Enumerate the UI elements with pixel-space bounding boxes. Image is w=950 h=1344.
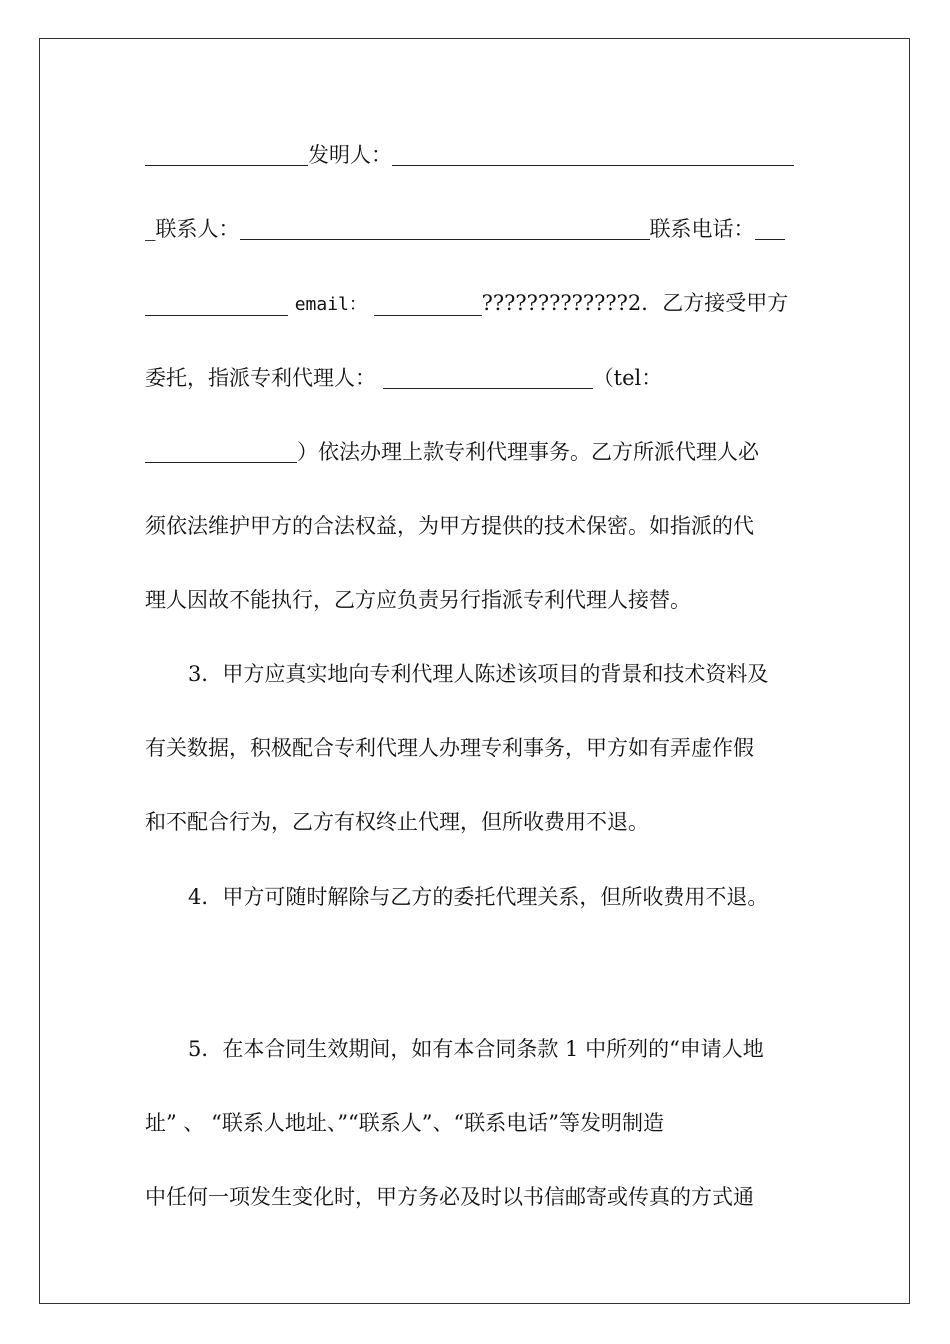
email-blank [374, 295, 482, 316]
paragraph-line: 须依法维护甲方的合法权益，为甲方提供的技术保密。如指派的代 [145, 514, 754, 538]
paragraph-line: 中任何一项发生变化时，甲方务必及时以书信邮寄或传真的方式通 [145, 1185, 754, 1209]
blank-field [145, 295, 288, 316]
clause-2-start: ?????????????2．乙方接受甲方 [481, 291, 789, 315]
agent-blank [383, 368, 593, 389]
contact-line [145, 214, 805, 244]
email-line [145, 288, 805, 318]
inventor-label: 发明人： [308, 143, 392, 167]
contact-label: _联系人： [145, 217, 240, 241]
clause-4-line: 4．甲方可随时解除与乙方的委托代理关系，但所收费用不退。 [188, 885, 769, 909]
tel-blank [145, 442, 297, 463]
email-label: email： [294, 294, 367, 315]
paragraph-line: 和不配合行为，乙方有权终止代理，但所收费用不退。 [145, 810, 649, 834]
contact-phone-blank [755, 219, 785, 240]
agent-label: 委托，指派专利代理人： [145, 366, 376, 390]
inventor-line [145, 140, 805, 170]
contact-blank [240, 219, 650, 240]
agent-line [145, 363, 805, 393]
clause-5-line: 5．在本合同生效期间，如有本合同条款 1 中所列的“申请人地 [188, 1037, 764, 1061]
tel-label: （tel： [592, 366, 663, 390]
clause-3-line: 3．甲方应真实地向专利代理人陈述该项目的背景和技术资料及 [188, 662, 769, 686]
clause-2-text: ）依法办理上款专利代理事务。乙方所派代理人必 [297, 440, 759, 464]
tel-line [145, 437, 805, 467]
paragraph-line: 有关数据，积极配合专利代理人办理专利事务，甲方如有弄虚作假 [145, 736, 754, 760]
contact-phone-label: 联系电话： [649, 217, 755, 241]
blank-field [145, 145, 308, 166]
paragraph-line: 理人因故不能执行，乙方应负责另行指派专利代理人接替。 [145, 588, 691, 612]
paragraph-line: 址” 、 “联系人地址、”“联系人”、“联系电话”等发明制造 [145, 1111, 664, 1135]
inventor-blank [392, 145, 794, 166]
